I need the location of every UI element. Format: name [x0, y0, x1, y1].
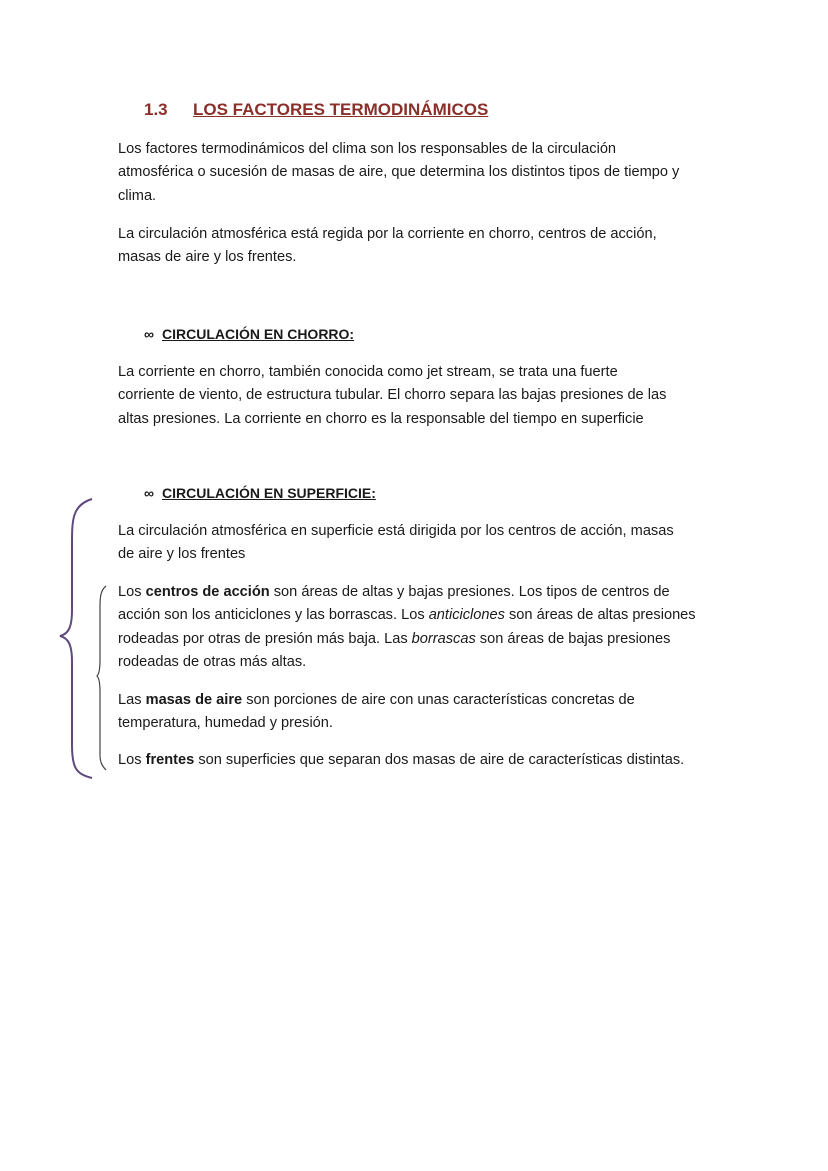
text-segment: temperatura, humedad y presión. — [118, 715, 333, 732]
text-segment: Los — [118, 584, 146, 600]
small-brace-icon — [97, 586, 106, 770]
text-segment: rodeadas de otras más altas. — [118, 653, 307, 670]
italic-term: borrascas — [411, 630, 476, 647]
infinity-icon: ∞ — [144, 485, 154, 501]
text-segment: altas presiones. La corriente en chorro es la responsable del tiempo en superficie — [118, 410, 644, 427]
subheading-superficie: ∞ CIRCULACIÓN EN SUPERFICIE: — [144, 485, 376, 501]
text-segment: masas de aire y los frentes. — [118, 249, 297, 266]
text-segment: rodeadas por otras de presión más baja. Las — [118, 630, 412, 647]
text-segment: acción son los anticiclones y las borrascas. Los — [118, 607, 429, 624]
text-segment: son áreas de altas y bajas presiones. Los tipos de centros de — [269, 584, 670, 600]
section-title: LOS FACTORES TERMODINÁMICOS — [193, 100, 489, 119]
large-brace-icon — [60, 499, 92, 778]
text-segment: La corriente en chorro, también conocida como jet stream, se trata una fuerte — [118, 364, 618, 380]
text-segment: clima. — [118, 187, 157, 204]
text-segment: son porciones de aire con unas características concretas de — [242, 692, 635, 708]
infinity-icon: ∞ — [144, 326, 154, 342]
bold-term: frentes — [145, 752, 195, 768]
text-segment: Los — [118, 752, 146, 768]
subheading-chorro: ∞ CIRCULACIÓN EN CHORRO: — [144, 326, 355, 342]
bold-term: masas de aire — [145, 692, 243, 708]
text-segment: son superficies que separan dos masas de aire de características distintas. — [194, 752, 685, 768]
italic-term: anticiclones — [428, 607, 505, 624]
text-segment: son áreas de bajas presiones — [475, 630, 671, 647]
text-segment: La circulación atmosférica en superficie está dirigida por los centros de acción, masas — [118, 523, 674, 539]
text-segment: son áreas de altas presiones — [504, 607, 696, 624]
section-number: 1.3 — [144, 100, 168, 119]
bold-term: centros de acción — [145, 584, 270, 600]
text-segment: corriente de viento, de estructura tubular. El chorro separa las bajas presiones de las — [118, 387, 667, 404]
text-segment: Las — [118, 692, 146, 708]
text-segment: La circulación atmosférica está regida por la corriente en chorro, centros de acción, — [118, 226, 657, 242]
text-segment: atmosférica o sucesión de masas de aire, que determina los distintos tipos de tiempo y — [118, 164, 680, 181]
text-segment: de aire y los frentes — [118, 546, 246, 563]
text-segment: Los factores termodinámicos del clima son los responsables de la circulación — [118, 141, 617, 157]
